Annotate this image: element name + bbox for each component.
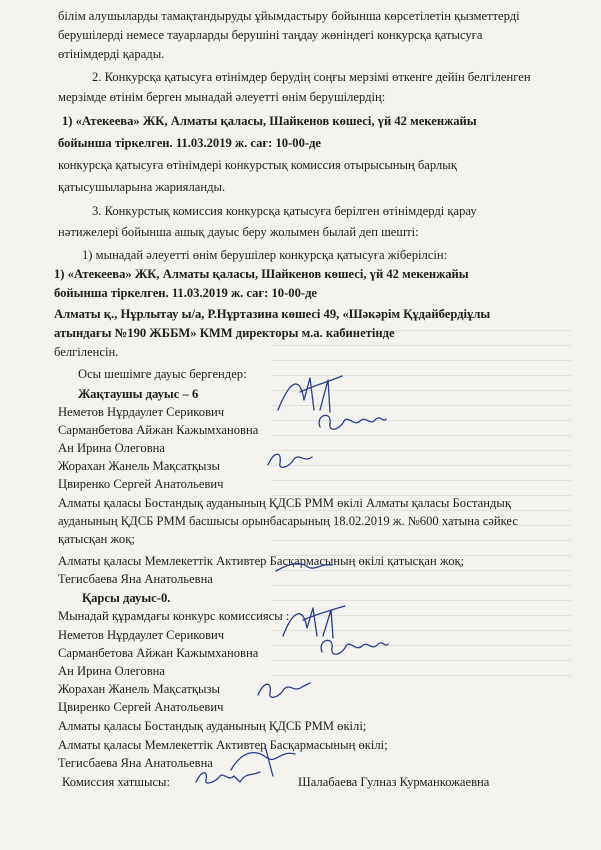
votes-against-heading: Қарсы дауыс-0. <box>82 591 171 605</box>
secretary-label: Комиссия хатшысы: <box>62 775 171 789</box>
member-name: Тегисбаева Яна Анатольевна <box>58 572 213 586</box>
member-name: Сарманбетова Айжан Кажымхановна <box>58 423 259 437</box>
text-line: ауданының ҚДСБ РММ басшысы орынбасарының 18.02.2019 ж. №600 хатына сәйкес <box>58 514 518 528</box>
text-line: Алматы қаласы Мемлекеттік Активтер Басқармасының өкілі; <box>58 738 388 752</box>
member-name: Жорахан Жанель Мақсатқызы <box>58 459 220 473</box>
member-name: Ан Ирина Олеговна <box>58 441 165 455</box>
member-name: Сарманбетова Айжан Кажымхановна <box>58 646 259 660</box>
member-name: Ан Ирина Олеговна <box>58 664 165 678</box>
text-line: Алматы қаласы Мемлекеттік Активтер Басқармасының өкілі қатысқан жоқ; <box>58 554 465 568</box>
venue-line: атындағы №190 ЖББМ» КММ директоры м.а. кабинетінде <box>54 326 395 340</box>
text-line: 3. Конкурстық комиссия конкурсқа қатысуға берілген өтінімдерді қарау <box>92 204 477 218</box>
text-line: Осы шешімге дауыс бергендер: <box>78 367 247 381</box>
text-line: 2. Конкурсқа қатысуға өтінімдер берудің соңғы мерзімі өткенге дейін белгіленген <box>92 70 531 84</box>
bidder-entry: бойынша тіркелген. 11.03.2019 ж. сағ: 10-00-де <box>54 286 318 300</box>
venue-line: Алматы қ., Нұрлытау ы/а, Р.Нұртазина көшесі 49, «Шәкәрім Құдайбердіұлы <box>54 307 491 321</box>
text-line: мерзімде өтінім берген мынадай әлеуетті өнім берушілердің: <box>58 90 386 104</box>
text-line: берушілерді немесе тауарларды берушіні таңдау жөніндегі конкурсқа қатысуға <box>58 28 483 42</box>
member-name: Неметов Нұрдаулет Серикович <box>58 628 225 642</box>
votes-for-heading: Жақтаушы дауыс – 6 <box>78 387 199 401</box>
text-line: өтінімдерді қарады. <box>58 47 165 61</box>
text-line: белгіленсін. <box>54 345 119 359</box>
member-name: Цвиренко Сергей Анатольевич <box>58 700 224 714</box>
text-line: 1) мынадай әлеуетті өнім берушілер конкурсқа қатысуға жіберілсін: <box>82 248 448 262</box>
member-name: Цвиренко Сергей Анатольевич <box>58 477 224 491</box>
bidder-entry: 1) «Атекеева» ЖК, Алматы қаласы, Шайкенов көшесі, үй 42 мекенжайы <box>62 114 477 128</box>
member-name: Жорахан Жанель Мақсатқызы <box>58 682 220 696</box>
text-line: Мынадай құрамдағы конкурс комиссиясы : <box>58 609 290 623</box>
text-line: Алматы қаласы Бостандық ауданының ҚДСБ РММ өкілі; <box>58 719 367 733</box>
text-line: қатысқан жоқ; <box>58 532 135 546</box>
member-name: Тегисбаева Яна Анатольевна <box>58 756 213 770</box>
bidder-entry: 1) «Атекеева» ЖК, Алматы қаласы, Шайкенов көшесі, үй 42 мекенжайы <box>54 267 469 281</box>
bidder-entry: бойынша тіркелген. 11.03.2019 ж. сағ: 10-00-де <box>58 136 322 150</box>
member-name: Неметов Нұрдаулет Серикович <box>58 405 225 419</box>
text-line: конкурсқа қатысуға өтінімдері конкурстық комиссия отырысының барлық <box>58 158 457 172</box>
secretary-name: Шалабаева Гулназ Курманкожаевна <box>298 775 490 789</box>
text-line: қатысушыларына жарияланды. <box>58 180 226 194</box>
text-line: Алматы қаласы Бостандық ауданының ҚДСБ РММ өкілі Алматы қаласы Бостандық <box>58 496 511 510</box>
text-line: білім алушыларды тамақтандыруды ұйымдастыру бойынша көрсетілетін қызметтерді <box>58 9 520 23</box>
text-line: нәтижелері бойынша ашық дауыс беру жолымен былай деп шешті: <box>58 225 419 239</box>
